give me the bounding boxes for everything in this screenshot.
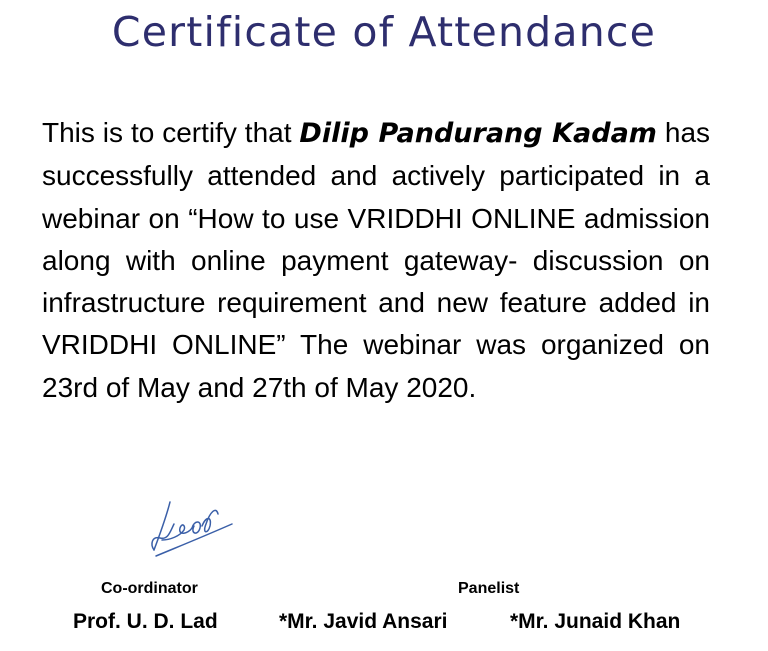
certificate-title: Certificate of Attendance bbox=[111, 8, 657, 56]
coordinator-role: Co-ordinator bbox=[101, 580, 198, 597]
webinar-description: has successfully attended and actively participated in a webinar on “How to use VRIDDHI ONLINE admission along with online payment gateway- discussion on infrastructure requirement and new feature added in VRIDDHI ONLINE” The webinar was organized on 23rd of May and 27th of May 2020. bbox=[42, 117, 711, 403]
panelist-name: *Mr. Javid Ansari bbox=[279, 610, 448, 633]
coordinator-signature bbox=[140, 490, 240, 560]
panelist-role: Panelist bbox=[458, 580, 520, 597]
recipient-name: Dilip Pandurang Kadam bbox=[299, 118, 657, 149]
panelist-name: *Mr. Junaid Khan bbox=[510, 610, 681, 633]
intro-text: This is to certify that bbox=[42, 117, 292, 148]
certificate-body bbox=[42, 112, 710, 409]
coordinator-name: Prof. U. D. Lad bbox=[73, 610, 218, 633]
